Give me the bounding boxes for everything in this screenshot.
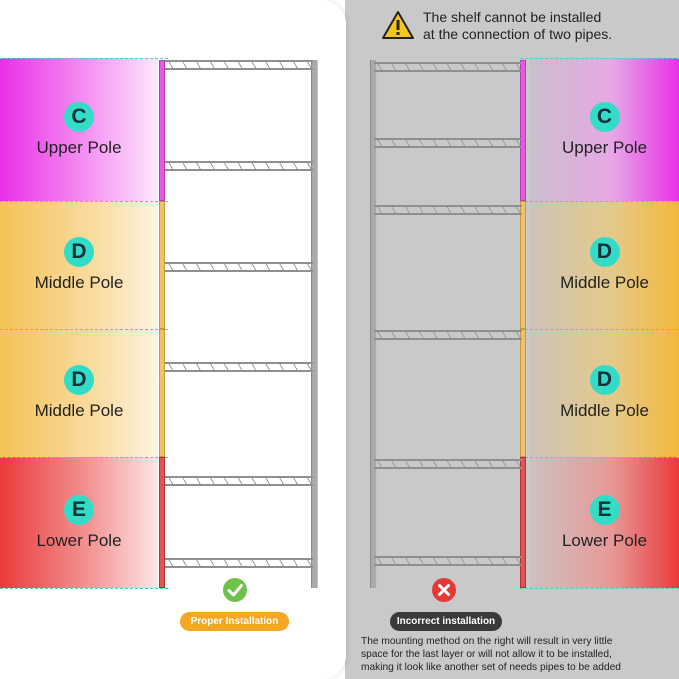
band-label: Upper Pole — [36, 137, 122, 157]
divider-line — [0, 457, 168, 458]
shelf — [165, 476, 313, 486]
warning-icon — [381, 10, 415, 40]
band-label: Lower Pole — [36, 530, 122, 550]
divider-line — [520, 58, 679, 59]
middle-pole-segment — [159, 329, 165, 457]
check-icon — [222, 577, 248, 603]
right-band-lower — [530, 457, 679, 588]
left-band-middle-2 — [0, 329, 158, 457]
divider-line — [520, 588, 679, 589]
rack-back-pole — [311, 60, 318, 588]
lower-pole-segment — [520, 457, 526, 588]
band-label: Middle Pole — [34, 401, 124, 420]
band-letter: C — [590, 102, 620, 132]
warning-text-line-1: The shelf cannot be installed — [423, 9, 602, 25]
band-letter: C — [64, 102, 94, 132]
divider-line — [0, 58, 168, 59]
shelf — [165, 161, 313, 171]
band-label: Middle Pole — [34, 273, 124, 292]
right-band-upper — [530, 58, 679, 201]
band-letter: D — [590, 237, 620, 267]
warning-text-line-2: at the connection of two pipes. — [423, 26, 613, 42]
shelf — [374, 459, 522, 469]
divider-line — [0, 588, 168, 589]
left-band-upper — [0, 58, 158, 201]
upper-pole-segment — [520, 60, 526, 201]
shelf — [374, 138, 522, 148]
cross-icon — [431, 577, 457, 603]
band-letter: D — [64, 237, 94, 267]
divider-line — [0, 329, 168, 330]
upper-pole-segment — [159, 60, 165, 201]
note-line-2: space for the last layer or will not allow it to be installed, — [361, 649, 612, 660]
middle-pole-segment — [520, 201, 526, 329]
incorrect-installation-badge: Incorrect installation — [390, 612, 502, 631]
shelf — [165, 60, 313, 70]
divider-line — [0, 201, 168, 202]
right-band-middle-2 — [530, 329, 679, 457]
note-line-3: making it look like another set of needs pipes to be added — [361, 662, 621, 673]
left-band-lower — [0, 457, 158, 588]
shelf — [374, 330, 522, 340]
band-letter: E — [64, 495, 94, 525]
band-letter: D — [590, 365, 620, 395]
shelf — [165, 558, 313, 568]
divider-line — [520, 201, 679, 202]
shelf — [374, 556, 522, 566]
band-letter: E — [590, 495, 620, 525]
right-band-middle-1 — [530, 201, 679, 329]
left-band-middle-1 — [0, 201, 158, 329]
shelf — [165, 362, 313, 372]
band-label: Upper Pole — [561, 137, 648, 157]
divider-line — [520, 457, 679, 458]
band-label: Middle Pole — [560, 401, 649, 420]
note-line-1: The mounting method on the right will result in very little — [361, 636, 613, 647]
shelf — [374, 205, 522, 215]
shelf — [165, 262, 313, 272]
divider-line — [520, 329, 679, 330]
proper-installation-badge: Proper Installation — [180, 612, 289, 631]
band-label: Lower Pole — [561, 530, 648, 550]
middle-pole-segment — [520, 329, 526, 457]
band-letter: D — [64, 365, 94, 395]
shelf — [374, 62, 522, 72]
band-label: Middle Pole — [560, 273, 649, 292]
